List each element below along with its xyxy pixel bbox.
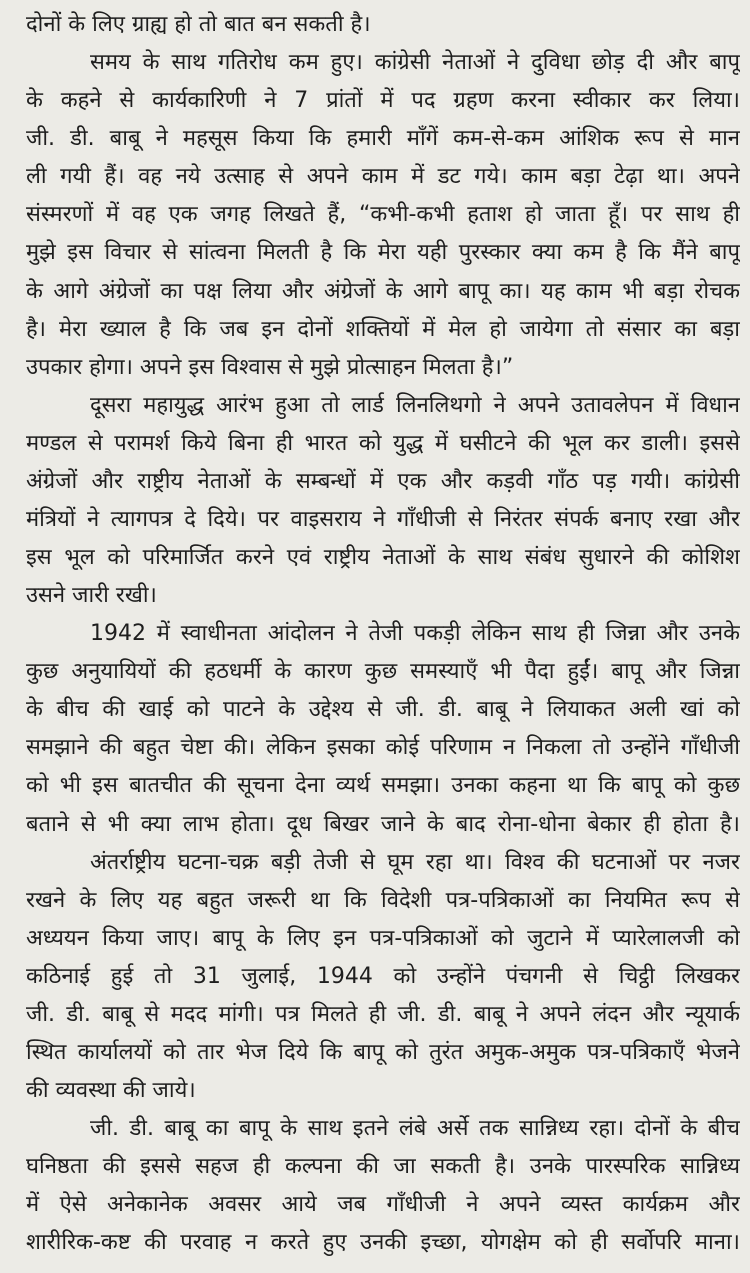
text-line: की व्यवस्था की जाये। — [26, 1078, 196, 1103]
text-line: के आगे अंग्रेजों का पक्ष लिया और अंग्रेजों के आगे बापू का। यह काम भी बड़ा रोचक — [26, 279, 740, 304]
text-line: दोनों के लिए ग्राह्य हो तो बात बन सकती है। — [26, 12, 371, 37]
text-line: उसने जारी रखी। — [26, 583, 157, 608]
text-line: मुझे इस विचार से सांत्वना मिलती है कि मेरा यही पुरस्कार क्या कम है कि मैंने बापू — [26, 240, 740, 265]
text-line: दूसरा महायुद्ध आरंभ हुआ तो लार्ड लिनलिथगो ने अपने उतावलेपन में विधान — [90, 393, 740, 418]
text-line: जी. डी. बाबू का बापू के साथ इतने लंबे अर्से तक सान्निध्य रहा। दोनों के बीच — [90, 1116, 740, 1141]
text-line: को भी इस बातचीत की सूचना देना व्यर्थ समझा। उनका कहना था कि बापू को कुछ — [26, 773, 740, 798]
text-line: कठिनाई हुई तो 31 जुलाई, 1944 को उन्होंने पंचगनी से चिट्ठी लिखकर — [26, 964, 740, 989]
text-line: के बीच की खाई को पाटने के उद्देश्य से जी. डी. बाबू ने लियाकत अली खां को — [26, 697, 740, 722]
text-line: जी. डी. बाबू ने महसूस किया कि हमारी माँगें कम-से-कम आंशिक रूप से मान — [26, 126, 740, 151]
text-line: अंग्रेजों और राष्ट्रीय नेताओं के सम्बन्धों में एक और कड़वी गाँठ पड़ गयी। कांग्रेसी — [26, 469, 740, 494]
text-line: मंत्रियों ने त्यागपत्र दे दिये। पर वाइसराय ने गाँधीजी से निरंतर संपर्क बनाए रखा और — [26, 507, 740, 532]
text-line: अध्ययन किया जाए। बापू के लिए इन पत्र-पत्रिकाओं को जुटाने में प्यारेलालजी को — [26, 926, 740, 951]
text-line: मण्डल से परामर्श किये बिना ही भारत को युद्ध में घसीटने की भूल कर डाली। इससे — [26, 431, 740, 456]
text-line: कुछ अनुयायियों की हठधर्मी के कारण कुछ समस्याएँ भी पैदा हुईं। बापू और जिन्ना — [26, 659, 740, 684]
text-line: समय के साथ गतिरोध कम हुए। कांग्रेसी नेताओं ने दुविधा छोड़ दी और बापू — [90, 50, 740, 75]
text-line: इस भूल को परिमार्जित करने एवं राष्ट्रीय नेताओं के साथ संबंध सुधारने की कोशिश — [26, 545, 740, 570]
text-line: स्थित कार्यालयों को तार भेज दिये कि बापू को तुरंत अमुक-अमुक पत्र-पत्रिकाएँ भेजने — [26, 1040, 740, 1065]
text-line: जी. डी. बाबू से मदद मांगी। पत्र मिलते ही जी. डी. बाबू ने अपने लंदन और न्यूयार्क — [26, 1002, 740, 1027]
text-line: ली गयी हैं। वह नये उत्साह से अपने काम में डट गये। काम बड़ा टेढ़ा था। अपने — [26, 164, 740, 189]
text-line: 1942 में स्वाधीनता आंदोलन ने तेजी पकड़ी लेकिन साथ ही जिन्ना और उनके — [90, 621, 740, 646]
text-line: के कहने से कार्यकारिणी ने 7 प्रांतों में पद ग्रहण करना स्वीकार कर लिया। — [26, 88, 740, 113]
text-line: अंतर्राष्ट्रीय घटना-चक्र बड़ी तेजी से घूम रहा था। विश्व की घटनाओं पर नजर — [90, 850, 740, 875]
text-line: में ऐसे अनेकानेक अवसर आये जब गाँधीजी ने अपने व्यस्त कार्यक्रम और — [26, 1192, 740, 1217]
text-line: संस्मरणों में वह एक जगह लिखते हैं, “कभी-कभी हताश हो जाता हूँ। पर साथ ही — [26, 202, 740, 227]
text-line: बताने से भी क्या लाभ होता। दूध बिखर जाने के बाद रोना-धोना बेकार ही होता है। — [26, 812, 740, 837]
text-line: है। मेरा ख्याल है कि जब इन दोनों शक्तियों में मेल हो जायेगा तो संसार का बड़ा — [26, 317, 740, 342]
text-line: रखने के लिए यह बहुत जरूरी था कि विदेशी पत्र-पत्रिकाओं का नियमित रूप से — [26, 888, 740, 913]
text-line: घनिष्ठता की इससे सहज ही कल्पना की जा सकती है। उनके पारस्परिक सान्निध्य — [26, 1154, 740, 1179]
text-line: उपकार होगा। अपने इस विश्वास से मुझे प्रोत्साहन मिलता है।” — [26, 355, 514, 380]
text-line: समझाने की बहुत चेष्टा की। लेकिन इसका कोई परिणाम न निकला तो उन्होंने गाँधीजी — [26, 735, 740, 760]
text-line: शारीरिक-कष्ट की परवाह न करते हुए उनकी इच्छा, योगक्षेम को ही सर्वोपरि माना। — [26, 1230, 740, 1255]
